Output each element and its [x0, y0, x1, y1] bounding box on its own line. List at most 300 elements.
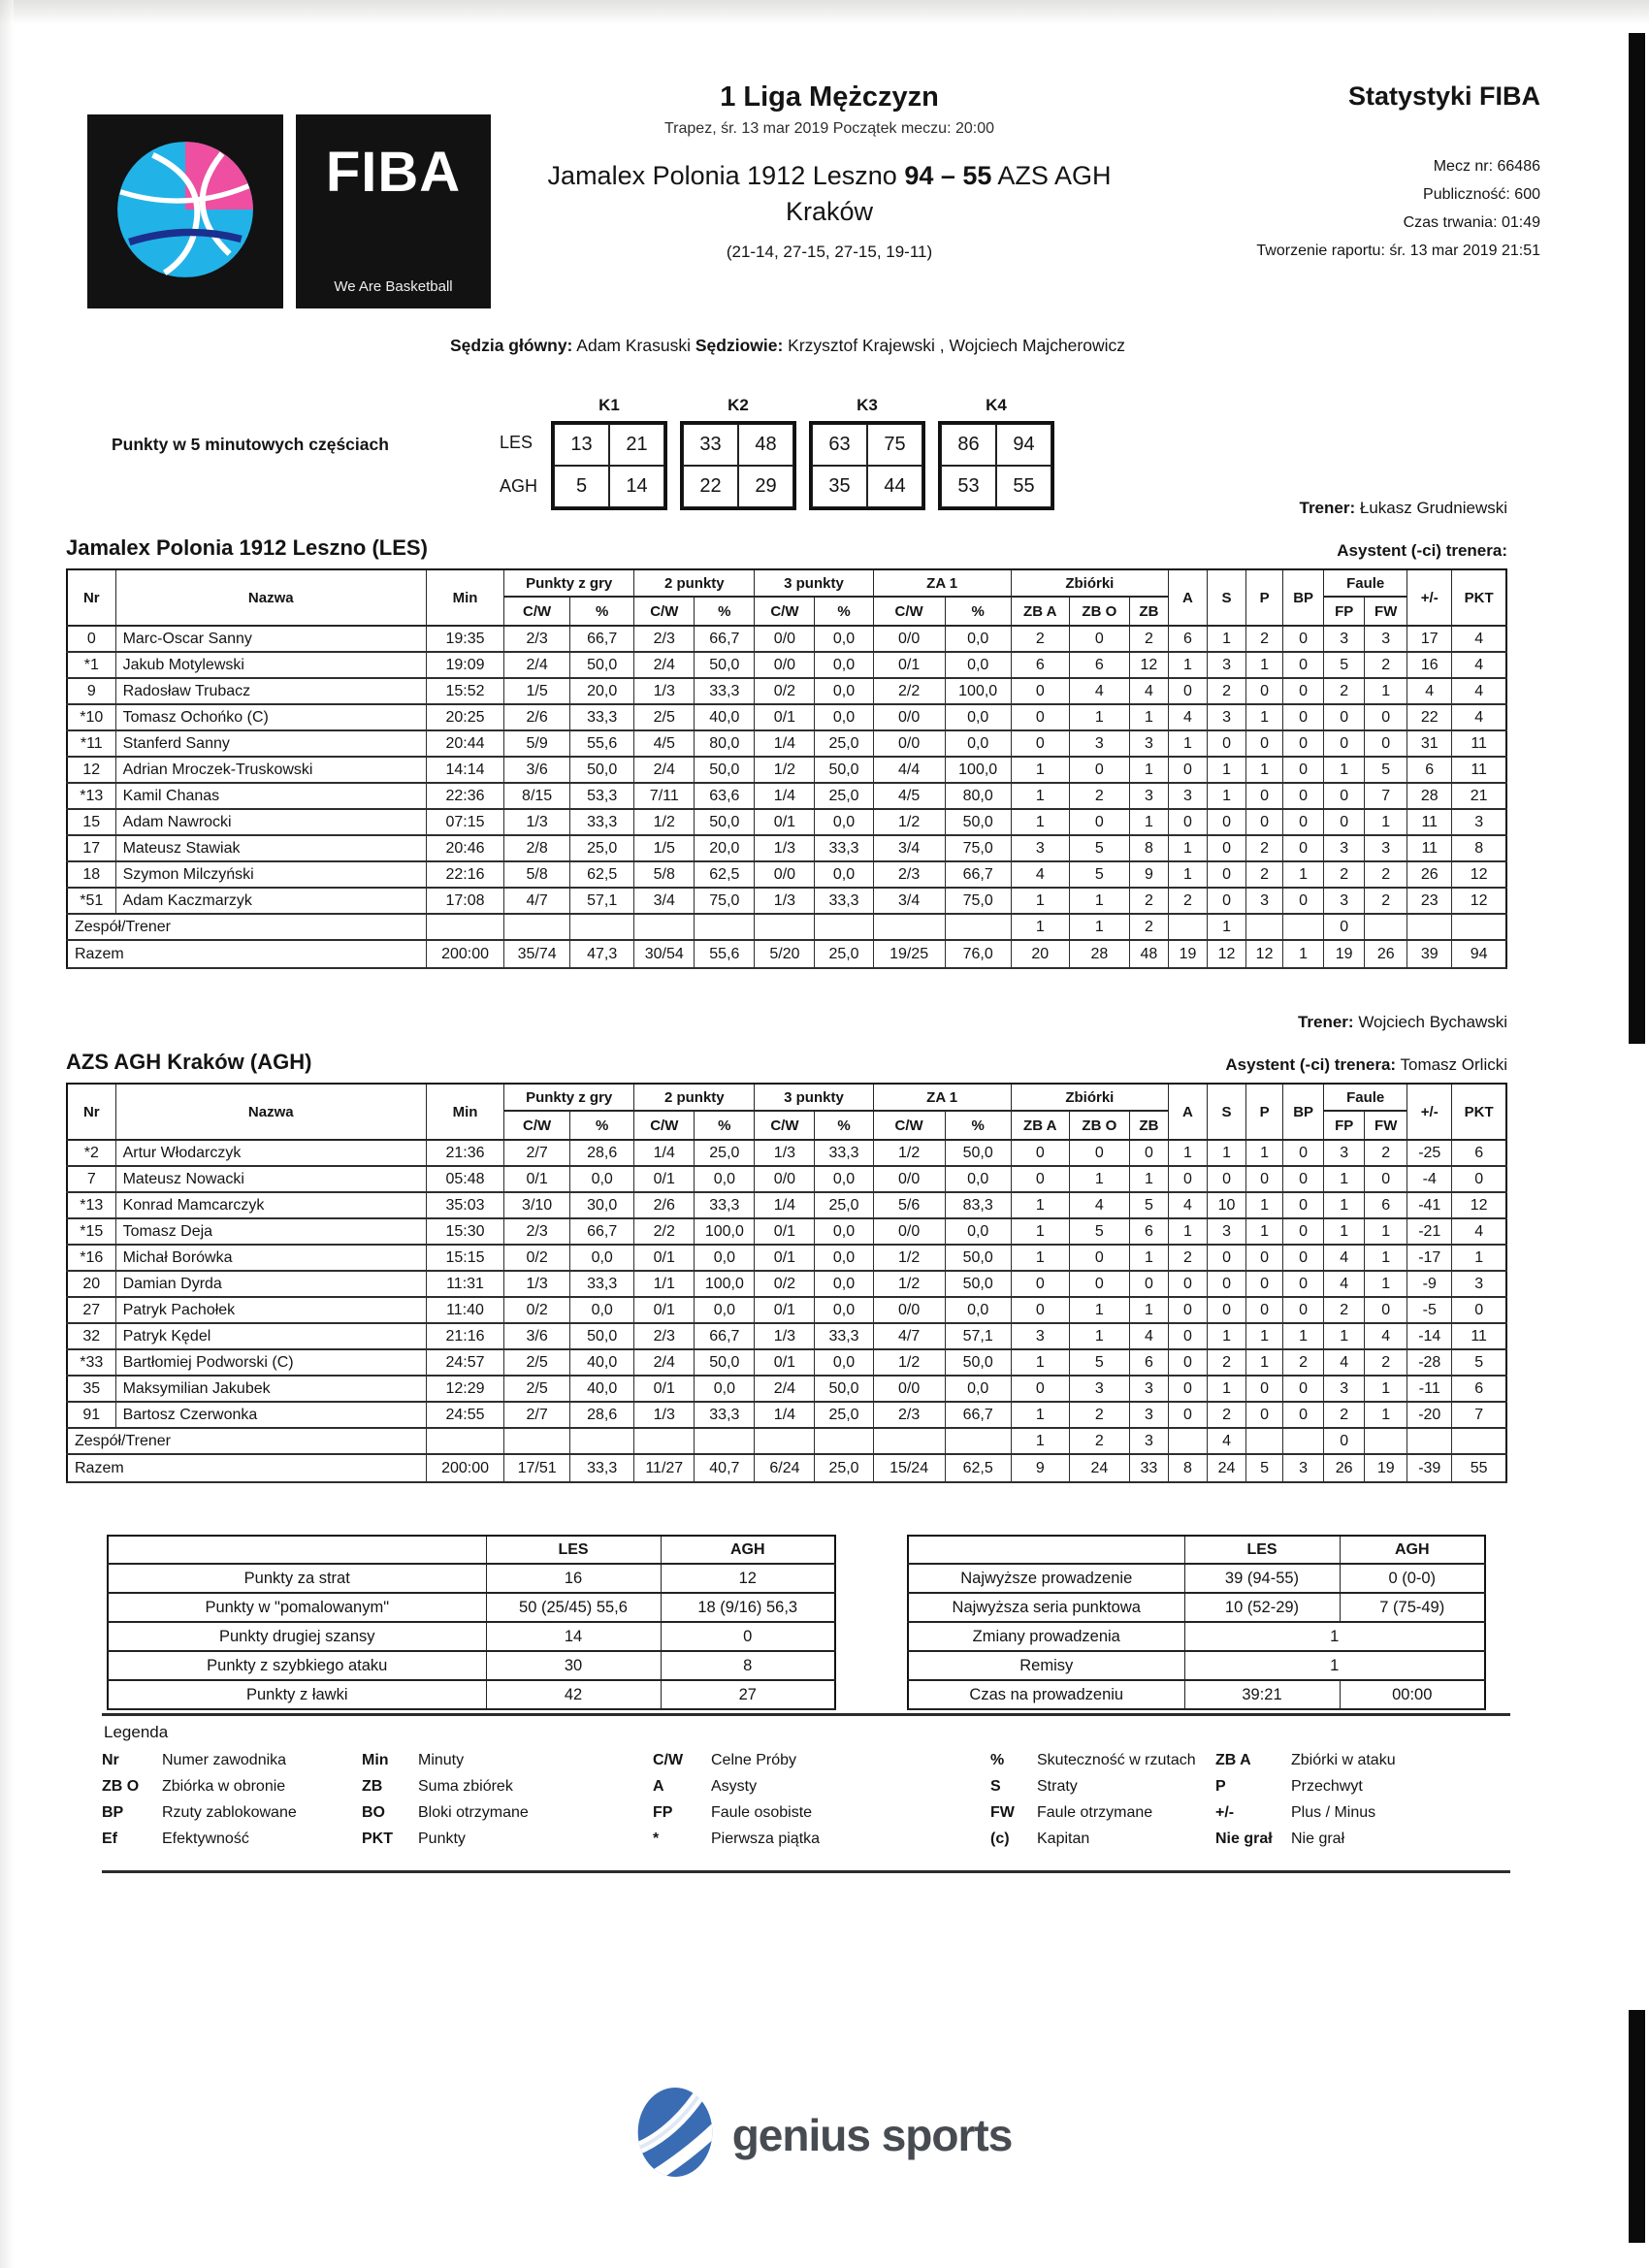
stats-col-header: S	[1208, 569, 1246, 626]
summary-label-cell: Punkty za strat	[108, 1564, 486, 1593]
stat-cell: 6	[1452, 1376, 1506, 1402]
stats-col-header: Zbiórki	[1011, 1084, 1168, 1111]
stat-cell: 1	[1011, 1245, 1069, 1271]
stat-cell: 1/4	[755, 1192, 815, 1218]
stat-cell: 26	[1365, 940, 1407, 968]
stat-cell: 8	[1129, 835, 1168, 861]
stat-cell: 1	[1069, 1297, 1129, 1323]
stat-cell: 1/2	[634, 809, 695, 835]
stat-cell: 2/3	[873, 861, 945, 888]
stat-cell: 0	[1069, 1271, 1129, 1297]
legend-column	[653, 1752, 990, 1857]
stat-cell: 0	[1208, 730, 1246, 757]
genius-sports-logo	[0, 2088, 1649, 2182]
stat-cell: 0	[1283, 1297, 1324, 1323]
stats-subcol-header: %	[695, 1111, 755, 1140]
stats-col-header: A	[1168, 1084, 1207, 1140]
stat-cell: 5	[1069, 861, 1129, 888]
summary-label-cell: Czas na prowadzeniu	[908, 1680, 1184, 1709]
stat-cell: 7	[1452, 1402, 1506, 1428]
stat-cell: 40,7	[695, 1454, 755, 1482]
period-score-cell: 21	[609, 424, 664, 466]
stat-cell: 4	[1011, 861, 1069, 888]
legend-desc: Straty	[1037, 1778, 1078, 1795]
stat-cell: 0,0	[815, 678, 873, 704]
stat-cell: 0	[1246, 1376, 1283, 1402]
summary-value-cell: 30	[486, 1651, 661, 1680]
stat-cell: 50,0	[695, 809, 755, 835]
stat-cell: 1/1	[634, 1271, 695, 1297]
stat-cell: 1	[1011, 914, 1069, 940]
stat-cell: 18	[67, 861, 115, 888]
stat-cell: 0/1	[755, 1349, 815, 1376]
legend-desc: Celne Próby	[711, 1752, 797, 1768]
stat-cell: 48	[1129, 940, 1168, 968]
stat-cell: 33,3	[570, 809, 634, 835]
stat-cell: 0,0	[815, 652, 873, 678]
fiba-ball-panel	[87, 114, 283, 308]
away-team-name: AZS AGH	[997, 161, 1112, 190]
stat-cell: 33,3	[815, 1323, 873, 1349]
stat-cell: 1/4	[755, 730, 815, 757]
stat-cell: 27	[67, 1297, 115, 1323]
stat-cell: 2/3	[504, 1218, 570, 1245]
stat-cell: 28,6	[570, 1140, 634, 1166]
stat-cell: 4	[1168, 704, 1207, 730]
stat-cell: 4/5	[634, 730, 695, 757]
stat-cell: 28	[1069, 940, 1129, 968]
stat-cell: 25,0	[815, 940, 873, 968]
stat-cell: -4	[1407, 1166, 1452, 1192]
summary-value-cell: 39:21	[1184, 1680, 1340, 1709]
legend-item	[1215, 1831, 1506, 1848]
stat-cell: 1	[1208, 626, 1246, 652]
stat-cell: 32	[67, 1323, 115, 1349]
stat-cell: -5	[1407, 1297, 1452, 1323]
summary-row	[108, 1680, 835, 1709]
stat-cell: 1	[1283, 861, 1324, 888]
stat-cell: 83,3	[945, 1192, 1011, 1218]
stat-cell: 3	[1011, 835, 1069, 861]
stat-cell: 0/2	[755, 678, 815, 704]
stat-cell: 0	[1283, 1218, 1324, 1245]
coach-name: Wojciech Bychawski	[1358, 1013, 1507, 1031]
stat-cell: 0,0	[945, 1218, 1011, 1245]
summary-label-cell: Najwyższe prowadzenie	[908, 1564, 1184, 1593]
stat-cell: 0	[1246, 1166, 1283, 1192]
stat-cell: 2	[1246, 835, 1283, 861]
stats-col-header: 2 punkty	[634, 569, 755, 597]
stat-cell: 12	[67, 757, 115, 783]
stat-cell: 1	[1011, 888, 1069, 914]
stat-cell: 1	[1129, 809, 1168, 835]
player-row	[67, 704, 1506, 730]
stat-cell: 0/1	[634, 1166, 695, 1192]
stats-subcol-header: C/W	[755, 1111, 815, 1140]
stat-cell: 35/74	[504, 940, 570, 968]
stat-cell: 0,0	[695, 1245, 755, 1271]
stat-cell: 2	[1208, 1402, 1246, 1428]
legend-desc: Zbiórki w ataku	[1291, 1752, 1396, 1768]
stat-cell: 2	[1246, 626, 1283, 652]
stat-cell: 91	[67, 1402, 115, 1428]
legend-column	[990, 1752, 1215, 1857]
stat-cell: 17	[67, 835, 115, 861]
summary-value-cell: 7 (75-49)	[1340, 1593, 1485, 1622]
stat-cell: -28	[1407, 1349, 1452, 1376]
legend-item	[102, 1831, 362, 1848]
stat-cell: 1/4	[755, 783, 815, 809]
stat-cell: 50,0	[570, 1323, 634, 1349]
stat-cell: 1	[1129, 757, 1168, 783]
stat-cell: 4/7	[504, 888, 570, 914]
legend-item	[990, 1804, 1215, 1822]
player-name-cell: Tomasz Ochońko (C)	[115, 704, 426, 730]
legend-column	[362, 1752, 653, 1857]
stat-cell: 1	[1011, 809, 1069, 835]
stat-cell: 19:09	[426, 652, 503, 678]
stat-cell: *51	[67, 888, 115, 914]
stat-cell: 0	[1069, 809, 1129, 835]
player-row	[67, 888, 1506, 914]
stat-cell: 0	[1324, 704, 1365, 730]
period-score-cell: 55	[996, 466, 1051, 507]
stat-cell	[695, 1428, 755, 1454]
legend-abbr: Nr	[102, 1752, 119, 1768]
stat-cell: 3/4	[873, 888, 945, 914]
legend-abbr: PKT	[362, 1831, 393, 1847]
legend-desc: Faule otrzymane	[1037, 1804, 1153, 1821]
stat-cell: 33,3	[815, 888, 873, 914]
stat-cell: 2	[1365, 888, 1407, 914]
genius-sports-wordmark: genius sports	[731, 2109, 1013, 2160]
player-row	[67, 783, 1506, 809]
home-team-name: Jamalex Polonia 1912 Leszno	[547, 161, 897, 190]
stat-cell: 0/1	[755, 704, 815, 730]
stat-cell: 0/0	[873, 730, 945, 757]
match-header	[490, 81, 1169, 262]
legend-desc: Skuteczność w rzutach	[1037, 1752, 1196, 1768]
period-box	[680, 421, 796, 510]
stat-cell: 19	[1324, 940, 1365, 968]
stat-cell: 2	[1168, 1245, 1207, 1271]
stat-cell: 39	[1407, 940, 1452, 968]
stat-cell	[815, 1428, 873, 1454]
stat-cell: 2/5	[634, 704, 695, 730]
stat-cell: 1	[1129, 1166, 1168, 1192]
stat-cell: 0	[1246, 678, 1283, 704]
stat-cell: 66,7	[945, 861, 1011, 888]
stat-cell: 3	[1324, 835, 1365, 861]
stat-cell: 1	[1283, 940, 1324, 968]
stat-cell: 2/2	[873, 678, 945, 704]
stat-cell: 1/3	[504, 1271, 570, 1297]
stat-cell: 1	[1069, 914, 1129, 940]
period-score-cell: 63	[812, 424, 867, 466]
stat-cell: 12:29	[426, 1376, 503, 1402]
stat-cell: 0	[1011, 678, 1069, 704]
stat-cell: 0,0	[815, 861, 873, 888]
stat-cell: 33,3	[570, 1454, 634, 1482]
stat-cell: *33	[67, 1349, 115, 1376]
stat-cell: 0	[1452, 1297, 1506, 1323]
stat-cell: 2/4	[755, 1376, 815, 1402]
summary-table	[907, 1535, 1486, 1710]
stat-cell: 33,3	[815, 1140, 873, 1166]
player-row	[67, 1192, 1506, 1218]
period-label: K1	[598, 396, 620, 414]
stat-cell: 5	[1365, 757, 1407, 783]
legend-abbr: (c)	[990, 1831, 1010, 1847]
stat-cell: 2	[1324, 678, 1365, 704]
stat-cell: 5/8	[634, 861, 695, 888]
stat-cell: 1/2	[873, 1245, 945, 1271]
stat-cell: 62,5	[945, 1454, 1011, 1482]
stat-cell: 7	[67, 1166, 115, 1192]
stats-col-header: 3 punkty	[755, 569, 873, 597]
stat-cell: 1	[1208, 1140, 1246, 1166]
legend-desc: Minuty	[418, 1752, 465, 1768]
stat-cell: 4	[1324, 1349, 1365, 1376]
stat-cell: 15:52	[426, 678, 503, 704]
stats-col-header: +/-	[1407, 1084, 1452, 1140]
assistant-line	[1337, 541, 1507, 561]
stat-cell: 33,3	[570, 1271, 634, 1297]
stat-cell: 0	[1283, 704, 1324, 730]
stat-cell: 1	[1168, 861, 1207, 888]
stats-subcol-header: ZB	[1129, 1111, 1168, 1140]
stats-col-header: Punkty z gry	[504, 1084, 634, 1111]
stat-cell: 24	[1069, 1454, 1129, 1482]
stat-cell: 0	[1324, 809, 1365, 835]
stats-col-header: ZA 1	[873, 569, 1011, 597]
stat-cell: 0,0	[945, 626, 1011, 652]
stat-cell: 1	[1324, 1166, 1365, 1192]
stat-cell: 4	[1069, 1192, 1129, 1218]
stat-cell: 0	[1324, 914, 1365, 940]
stat-cell: 0	[1283, 626, 1324, 652]
stat-cell: 20:46	[426, 835, 503, 861]
stat-cell: 0	[1168, 1402, 1207, 1428]
player-name-cell: Bartłomiej Podworski (C)	[115, 1349, 426, 1376]
stats-col-header: Zbiórki	[1011, 569, 1168, 597]
stat-cell: 1	[1011, 1218, 1069, 1245]
assistant-line	[1225, 1055, 1507, 1075]
summary-team-header: AGH	[1340, 1536, 1485, 1564]
stat-cell: 50,0	[945, 1245, 1011, 1271]
stats-col-header: 2 punkty	[634, 1084, 755, 1111]
stat-cell: 0	[1283, 730, 1324, 757]
stat-cell: 75,0	[695, 888, 755, 914]
stat-cell: 11/27	[634, 1454, 695, 1482]
stat-cell: 6	[1011, 652, 1069, 678]
stat-cell: 1	[1208, 914, 1246, 940]
stat-cell: 4	[1069, 678, 1129, 704]
stats-subcol-header: %	[815, 1111, 873, 1140]
player-row	[67, 1245, 1506, 1271]
stat-cell	[755, 1428, 815, 1454]
stat-cell: 1	[1365, 1245, 1407, 1271]
stats-col-header: BP	[1283, 1084, 1324, 1140]
period-score-cell: 14	[609, 466, 664, 507]
stat-cell: 0	[1283, 678, 1324, 704]
stat-cell: 4/5	[873, 783, 945, 809]
summary-value-cell: 10 (52-29)	[1184, 1593, 1340, 1622]
stat-cell	[634, 914, 695, 940]
stat-cell: 2/5	[504, 1349, 570, 1376]
stat-cell: 0/1	[755, 809, 815, 835]
stat-cell: 0/2	[504, 1297, 570, 1323]
stat-cell: 3	[1324, 1140, 1365, 1166]
stat-cell: 0/0	[873, 704, 945, 730]
stats-subcol-header: %	[570, 1111, 634, 1140]
summary-table	[107, 1535, 836, 1710]
legend-item	[362, 1831, 653, 1848]
player-name-cell: Adam Kaczmarzyk	[115, 888, 426, 914]
period-label: K4	[986, 396, 1007, 414]
summary-label-cell: Punkty w "pomalowanym"	[108, 1593, 486, 1622]
stat-cell: 8	[1452, 835, 1506, 861]
stat-cell	[695, 914, 755, 940]
stat-cell: 0,0	[945, 704, 1011, 730]
stat-cell: 4	[1407, 678, 1452, 704]
player-row	[67, 861, 1506, 888]
stat-cell: 1/3	[504, 809, 570, 835]
stat-cell: 2/3	[873, 1402, 945, 1428]
stat-cell: 0	[1208, 809, 1246, 835]
stat-cell: 1	[1011, 1428, 1069, 1454]
stat-cell: 1	[1246, 1140, 1283, 1166]
stat-cell	[426, 1428, 503, 1454]
player-row	[67, 809, 1506, 835]
stat-cell: 0	[1208, 861, 1246, 888]
player-name-cell: Kamil Chanas	[115, 783, 426, 809]
stat-cell: 1/3	[755, 1323, 815, 1349]
stat-cell: 0	[1365, 1297, 1407, 1323]
stat-cell: 3	[1324, 888, 1365, 914]
stat-cell: 62,5	[695, 861, 755, 888]
stats-subcol-header: ZB O	[1069, 1111, 1129, 1140]
stat-cell: 24:55	[426, 1402, 503, 1428]
stats-col-header: Nazwa	[115, 569, 426, 626]
period-group	[809, 396, 925, 510]
stat-cell: 9	[1011, 1454, 1069, 1482]
stat-cell: 0	[1246, 1245, 1283, 1271]
stat-cell: 4	[1168, 1192, 1207, 1218]
legend-abbr: Nie grał	[1215, 1831, 1273, 1847]
stats-col-header: +/-	[1407, 569, 1452, 626]
stat-cell: 0,0	[815, 1218, 873, 1245]
stat-cell: 1	[1246, 1218, 1283, 1245]
stat-cell: 0,0	[570, 1166, 634, 1192]
stat-cell: 0	[1129, 1271, 1168, 1297]
stat-cell: 50,0	[570, 652, 634, 678]
stat-cell: 0/0	[873, 1166, 945, 1192]
stat-cell: 5	[1129, 1192, 1168, 1218]
legend-abbr: ZB A	[1215, 1752, 1251, 1768]
stat-cell: 7/11	[634, 783, 695, 809]
stat-cell: 2/6	[634, 1192, 695, 1218]
stat-cell	[1365, 914, 1407, 940]
stat-cell: 2/3	[634, 1323, 695, 1349]
summary-row	[108, 1622, 835, 1651]
league-title: 1 Liga Mężczyzn	[720, 81, 939, 113]
stat-cell: 2	[1324, 1402, 1365, 1428]
stat-cell: 1	[1129, 1245, 1168, 1271]
summary-label-cell: Najwyższa seria punktowa	[908, 1593, 1184, 1622]
player-name-cell: Radosław Trubacz	[115, 678, 426, 704]
stat-cell: 21:36	[426, 1140, 503, 1166]
legend-desc: Plus / Minus	[1291, 1804, 1376, 1821]
period-score-boxes	[551, 396, 1054, 510]
stat-cell: 2	[1069, 1402, 1129, 1428]
stat-cell	[755, 914, 815, 940]
quarter-partials: (21-14, 27-15, 27-15, 19-11)	[726, 243, 933, 261]
stat-cell: 0	[1069, 1140, 1129, 1166]
stat-cell: 12	[1452, 861, 1506, 888]
stats-subcol-header: ZB A	[1011, 1111, 1069, 1140]
stat-cell	[1283, 1428, 1324, 1454]
summary-value-cell: 0	[661, 1622, 835, 1651]
stat-cell: 0	[1452, 1166, 1506, 1192]
stat-cell: 5	[1246, 1454, 1283, 1482]
stat-cell: 3	[1069, 730, 1129, 757]
stat-cell	[1246, 914, 1283, 940]
stat-cell: 05:48	[426, 1166, 503, 1192]
stat-cell: 1	[1208, 1376, 1246, 1402]
stat-cell: 0	[1283, 809, 1324, 835]
stats-subcol-header: C/W	[504, 597, 570, 626]
stat-cell: 33	[1129, 1454, 1168, 1482]
match-number: Mecz nr: 66486	[1433, 158, 1540, 175]
stat-cell: 6	[1168, 626, 1207, 652]
player-name-cell: Adrian Mroczek-Truskowski	[115, 757, 426, 783]
period-team-code: AGH	[500, 476, 538, 496]
stat-cell: 66,7	[695, 626, 755, 652]
stat-cell	[945, 914, 1011, 940]
stats-subcol-header: ZB O	[1069, 597, 1129, 626]
stat-cell: *13	[67, 1192, 115, 1218]
player-row	[67, 678, 1506, 704]
stat-cell: 2/3	[634, 626, 695, 652]
stat-cell: 26	[1324, 1454, 1365, 1482]
stat-cell: 200:00	[426, 1454, 503, 1482]
stat-cell: 0	[1283, 1245, 1324, 1271]
legend-desc: Asysty	[711, 1778, 758, 1795]
stat-cell: 24:57	[426, 1349, 503, 1376]
stat-cell: 5/8	[504, 861, 570, 888]
stat-cell: 200:00	[426, 940, 503, 968]
stat-cell: 2/7	[504, 1140, 570, 1166]
divider	[102, 1870, 1510, 1873]
stat-cell: 0/2	[504, 1245, 570, 1271]
player-name-cell: Adam Nawrocki	[115, 809, 426, 835]
stats-col-header: PKT	[1452, 1084, 1506, 1140]
stat-cell: 50,0	[815, 1376, 873, 1402]
coach-name: Łukasz Grudniewski	[1359, 499, 1507, 517]
period-score-cell: 22	[683, 466, 738, 507]
stats-header-row	[67, 1084, 1506, 1111]
stat-cell: 1	[1129, 1297, 1168, 1323]
player-row	[67, 1140, 1506, 1166]
stat-cell: 0	[1283, 835, 1324, 861]
period-score-cell: 33	[683, 424, 738, 466]
player-row	[67, 652, 1506, 678]
stat-cell	[426, 914, 503, 940]
stat-cell: 0/0	[873, 1218, 945, 1245]
stat-cell: 33,3	[815, 835, 873, 861]
summary-table-leads	[907, 1535, 1486, 1710]
